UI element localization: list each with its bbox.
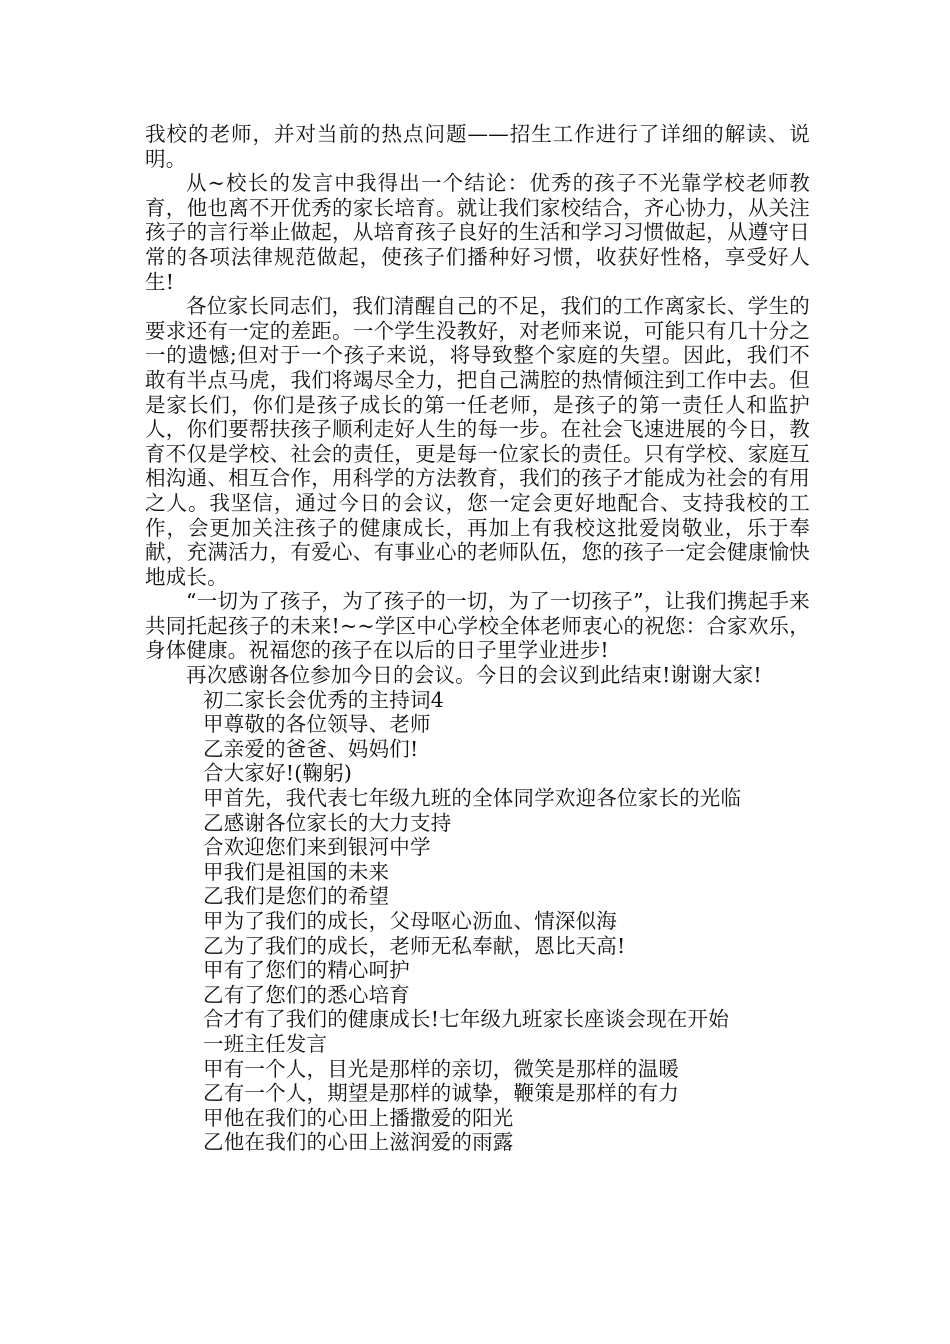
section-title: 初二家长会优秀的主持词4 [203, 687, 444, 712]
paragraph: 再次感谢各位参加今日的会议。今日的会议到此结束!谢谢大家! [186, 663, 762, 688]
document-body [145, 122, 810, 1155]
script-line: 合大家好!(鞠躬) [203, 761, 353, 786]
script-line: 乙他在我们的心田上滋润爱的雨露 [203, 1130, 514, 1155]
script-line: 甲有一个人，目光是那样的亲切，微笑是那样的温暖 [203, 1056, 680, 1081]
script-line: 一班主任发言 [203, 1031, 328, 1056]
script-line: 合欢迎您们来到银河中学 [203, 835, 431, 860]
script-line: 甲尊敬的各位领导、老师 [203, 712, 431, 737]
paragraph: “一切为了孩子，为了孩子的一切，为了一切孩子”，让我们携起手来共同托起孩子的未来!~~学区中心学校全体老师衷心的祝您：合家欢乐，身体健康。祝福您的孩子在以后的日子里学业进步! [145, 589, 810, 663]
script-line: 乙感谢各位家长的大力支持 [203, 810, 452, 835]
script-line: 乙为了我们的成长，老师无私奉献，恩比天高! [203, 933, 626, 958]
paragraph: 各位家长同志们，我们清醒自己的不足，我们的工作离家长、学生的要求还有一定的差距。一个学生没教好，对老师来说，可能只有几十分之一的遗憾;但对于一个孩子来说，将导致整个家庭的失望。因此，我们不敢有半点马虎，我们将竭尽全力，把自己满腔的热情倾注到工作中去。但是家长们，你们是孩子成长的第一任老师，是孩子的第一责任人和监护人，你们要帮扶孩子顺利走好人生的每一步。在社会飞速进展的今日，教育不仅是学校、社会的责任，更是每一位家长的责任。只有学校、家庭互相沟通、相互合作，用科学的方法教育，我们的孩子才能成为社会的有用之人。我坚信，通过今日的会议，您一定会更好地配合、支持我校的工作，会更加关注孩子的健康成长，再加上有我校这批爱岗敬业，乐于奉献，充满活力，有爱心、有事业心的老师队伍，您的孩子一定会健康愉快地成长。 [145, 294, 810, 589]
script-line: 甲我们是祖国的未来 [203, 859, 390, 884]
script-line: 乙亲爱的爸爸、妈妈们! [203, 736, 419, 761]
script-line: 乙我们是您们的希望 [203, 884, 390, 909]
script-line: 甲首先，我代表七年级九班的全体同学欢迎各位家长的光临 [203, 786, 742, 811]
script-line: 甲为了我们的成长，父母呕心沥血、情深似海 [203, 909, 617, 933]
paragraph: 我校的老师，并对当前的热点问题——招生工作进行了详细的解读、说明。 [145, 122, 810, 171]
script-line: 甲有了您们的精心呵护 [203, 958, 410, 983]
script-line: 乙有了您们的悉心培育 [203, 982, 410, 1007]
paragraph: 从~校长的发言中我得出一个结论：优秀的孩子不光靠学校老师教育，他也离不开优秀的家长培育。就让我们家校结合，齐心协力，从关注孩子的言行举止做起，从培育孩子良好的生活和学习习惯做起，从遵守日常的各项法律规范做起，使孩子们播种好习惯，收获好性格，享受好人生! [145, 171, 810, 294]
script-line: 合才有了我们的健康成长!七年级九班家长座谈会现在开始 [203, 1007, 729, 1032]
script-line: 乙有一个人，期望是那样的诚挚，鞭策是那样的有力 [203, 1081, 680, 1106]
script-line: 甲他在我们的心田上播撒爱的阳光 [203, 1105, 514, 1130]
